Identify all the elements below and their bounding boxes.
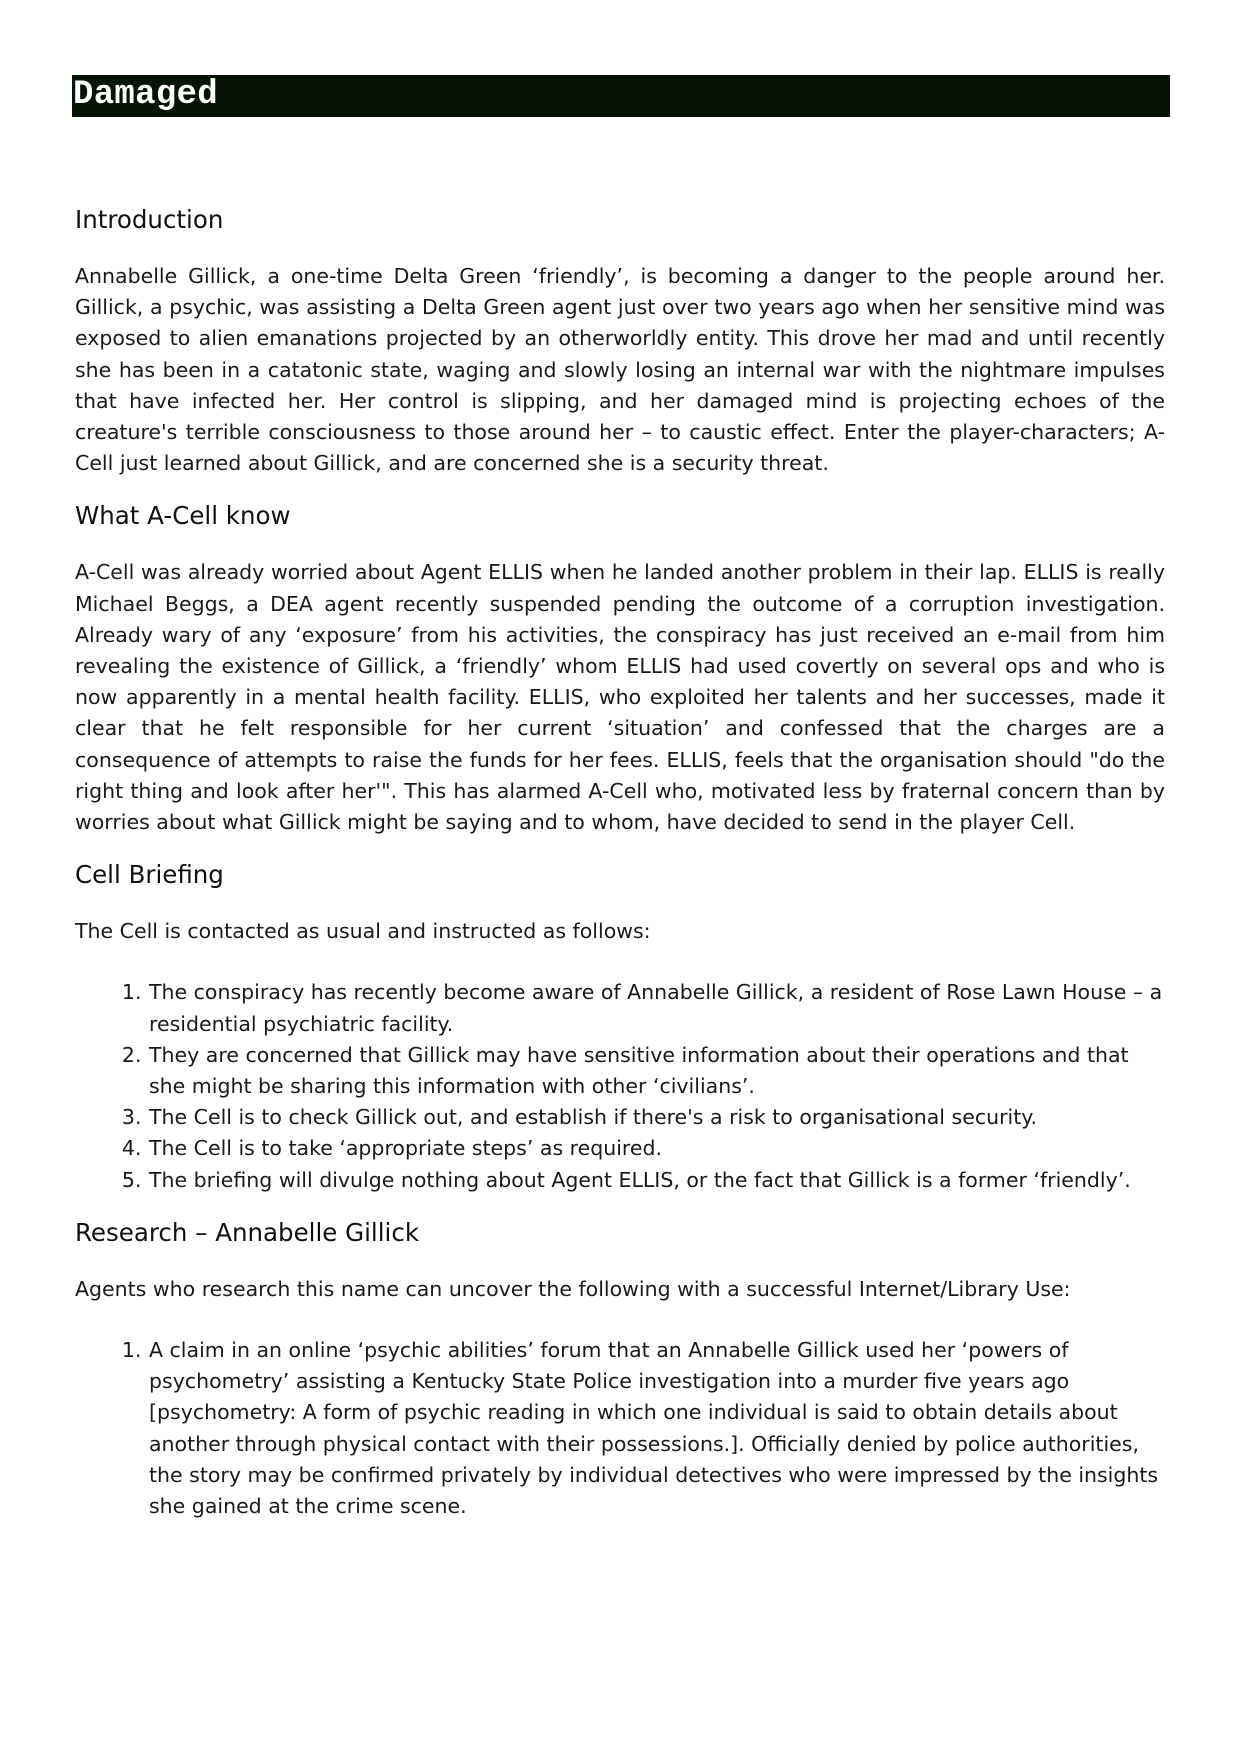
list-item: 1. The conspiracy has recently become aware of Annabelle Gillick, a resident of Rose Lawn House – a residential psychiatric facility. — [148, 977, 1165, 1039]
heading-introduction: Introduction — [75, 205, 224, 234]
paragraph-cell-briefing-intro: The Cell is contacted as usual and instructed as follows: — [75, 919, 651, 944]
document-body — [75, 200, 1165, 1522]
heading-research: Research – Annabelle Gillick — [75, 1217, 420, 1247]
paragraph-research-intro: Agents who research this name can uncover the following with a successful Internet/Library Use: — [75, 1276, 1071, 1301]
list-item: 2. They are concerned that Gillick may have sensitive information about their operations and that she might be sharing this information with other ‘civilians’. — [148, 1040, 1165, 1102]
heading-cell-briefing: Cell Briefing — [75, 860, 224, 890]
list-item: 3. The Cell is to check Gillick out, and establish if there's a risk to organisational security. — [148, 1102, 1165, 1133]
paragraph-introduction: Annabelle Gillick, a one-time Delta Green ‘friendly’, is becoming a danger to the people around her. Gillick, a psychic, was assisting a Delta Green agent just over two years ago when her sensitive mind was exposed to alien emanations projected by an otherworldly entity. This drove her mad and until recently she has been in a catatonic state, waging and slowly losing an internal war with the nightmare impulses that have infected her. Her control is slipping, and her damaged mind is projecting echoes of the creature's terrible consciousness to those around her – to caustic effect. Enter the player-characters; A-Cell just learned about Gillick, and are concerned she is a security threat. — [75, 264, 1165, 476]
paragraph-what-acell-know: A-Cell was already worried about Agent ELLIS when he landed another problem in their lap. ELLIS is really Michael Beggs, a DEA agent recently suspended pending the outcome of a corruption investigation. Already wary of any ‘exposure’ from his activities, the conspiracy has just received an e-mail from him revealing the existence of Gillick, a ‘friendly’ whom ELLIS had used covertly on several ops and who is now apparently in a mental health facility. ELLIS, who exploited her talents and her successes, made it clear that he felt responsible for her current ‘situation’ and confessed that the charges are a consequence of attempts to raise the funds for her fees. ELLIS, feels that the organisation should "do the right thing and look after her'". This has alarmed A-Cell who, motivated less by fraternal concern than by worries about what Gillick might be saying and to whom, have decided to send in the player Cell. — [75, 560, 1165, 835]
document-title: Damaged — [73, 76, 218, 114]
title-bar — [72, 75, 1170, 117]
list-item: 4. The Cell is to take ‘appropriate steps’ as required. — [148, 1133, 1165, 1164]
research-list — [75, 1335, 1165, 1522]
list-item: 1. A claim in an online ‘psychic abilities’ forum that an Annabelle Gillick used her ‘powers of psychometry’ assisting a Kentucky State Police investigation into a murder five years ago [psychometry: A form of psychic reading in which one individual is said to obtain details about another through physical contact with their possessions.]. Officially denied by police authorities, the story may be confirmed privately by individual detectives who were impressed by the insights she gained at the crime scene. — [148, 1335, 1165, 1522]
heading-what-acell-know: What A-Cell know — [75, 501, 291, 531]
briefing-list — [75, 977, 1165, 1195]
list-item: 5. The briefing will divulge nothing about Agent ELLIS, or the fact that Gillick is a former ‘friendly’. — [148, 1165, 1165, 1196]
